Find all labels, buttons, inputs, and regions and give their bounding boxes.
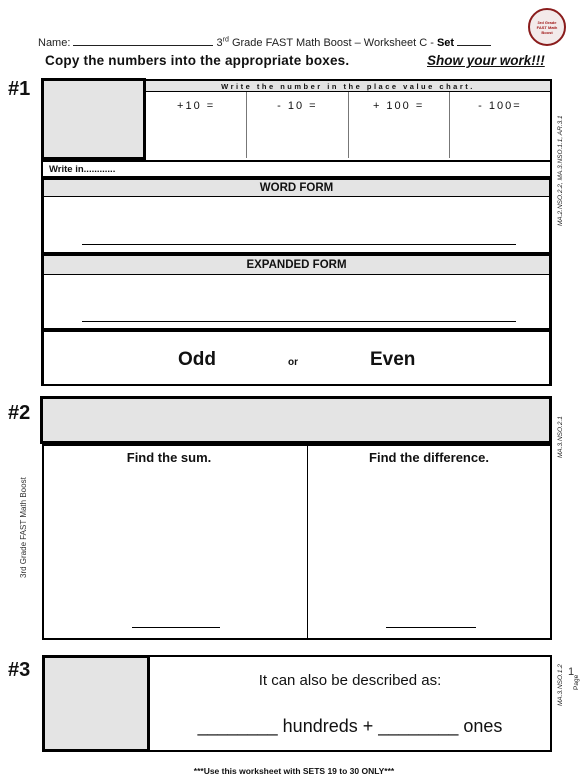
page-label: Page	[573, 674, 580, 690]
sum-answer-line[interactable]	[132, 627, 220, 628]
copy-instruction: Copy the numbers into the appropriate boxes.	[45, 53, 350, 68]
expanded-form-box	[42, 254, 551, 330]
footer-note: ***Use this worksheet with SETS 19 to 30 ONLY***	[193, 766, 395, 776]
question-1-number: #1	[8, 78, 31, 100]
logo-line-1: 3rd Grade	[537, 19, 557, 25]
minus-100-label: - 100=	[478, 100, 522, 112]
write-in-label: Write in............	[49, 164, 116, 175]
write-in-row	[43, 160, 550, 178]
minus-10-label: - 10 =	[277, 100, 318, 112]
expanded-form-title: EXPANDED FORM	[44, 256, 549, 275]
q3-standards: MA.3.NSO.1.2	[557, 664, 564, 706]
fast-math-boost-logo	[528, 8, 566, 46]
odd-option[interactable]: Odd	[178, 349, 216, 370]
place-value-title: Write the number in the place value chart.	[146, 81, 550, 92]
question-3-number: #3	[8, 659, 31, 681]
name-label: Name:	[38, 37, 71, 49]
number-copy-box[interactable]	[41, 78, 146, 160]
described-as-text: It can also be described as:	[258, 672, 442, 689]
show-work-instruction: Show your work!!!	[427, 53, 545, 68]
question-2-number: #2	[8, 402, 31, 424]
hundreds-ones-row	[150, 716, 550, 737]
title-sup: rd	[222, 36, 229, 44]
title-grade: 3	[216, 37, 223, 49]
expanded-form-answer-line[interactable]	[82, 321, 516, 322]
sum-label: Find the sum.	[126, 450, 212, 465]
question-2-copy-box[interactable]	[40, 396, 552, 444]
set-field[interactable]	[457, 36, 491, 46]
question-3-copy-box[interactable]	[42, 655, 150, 752]
sum-work-area[interactable]	[44, 446, 308, 638]
worksheet-title: Grade FAST Math Boost – Worksheet C -	[228, 37, 434, 49]
plus-100-cell[interactable]	[349, 92, 450, 158]
q2-standards: MA.3.NSO.2.1	[557, 416, 564, 458]
logo-line-2: FAST Math	[536, 24, 558, 30]
question-2-work-area	[42, 444, 552, 640]
side-label: 3rd Grade FAST Math Boost	[19, 477, 28, 578]
place-value-chart	[146, 92, 550, 158]
logo-line-3: Boost	[541, 29, 553, 35]
hundreds-label: hundreds +	[282, 716, 374, 736]
ones-label: ones	[463, 716, 503, 736]
set-label: Set	[436, 37, 455, 49]
plus-10-cell[interactable]	[146, 92, 247, 158]
plus-10-label: +10 =	[177, 100, 216, 112]
minus-10-cell[interactable]	[247, 92, 348, 158]
difference-label: Find the difference.	[369, 450, 489, 465]
or-label: or	[288, 357, 298, 368]
odd-even-box	[42, 330, 551, 386]
difference-answer-line[interactable]	[386, 627, 476, 628]
even-option[interactable]: Even	[370, 349, 416, 370]
difference-work-area[interactable]	[308, 446, 550, 638]
word-form-box	[42, 178, 551, 254]
minus-100-cell[interactable]	[450, 92, 550, 158]
q1-standards: MA.2.NSO.2.2, MA.3.NSO.1.1, AR.3.1	[557, 115, 564, 226]
word-form-answer-line[interactable]	[82, 244, 516, 245]
page-number: 1	[568, 666, 575, 678]
name-field[interactable]	[73, 36, 213, 46]
word-form-title: WORD FORM	[44, 180, 549, 197]
ones-blank[interactable]: ________	[378, 716, 459, 736]
worksheet-header	[38, 36, 491, 49]
hundreds-blank[interactable]: ________	[197, 716, 278, 736]
plus-100-label: + 100 =	[372, 100, 425, 112]
